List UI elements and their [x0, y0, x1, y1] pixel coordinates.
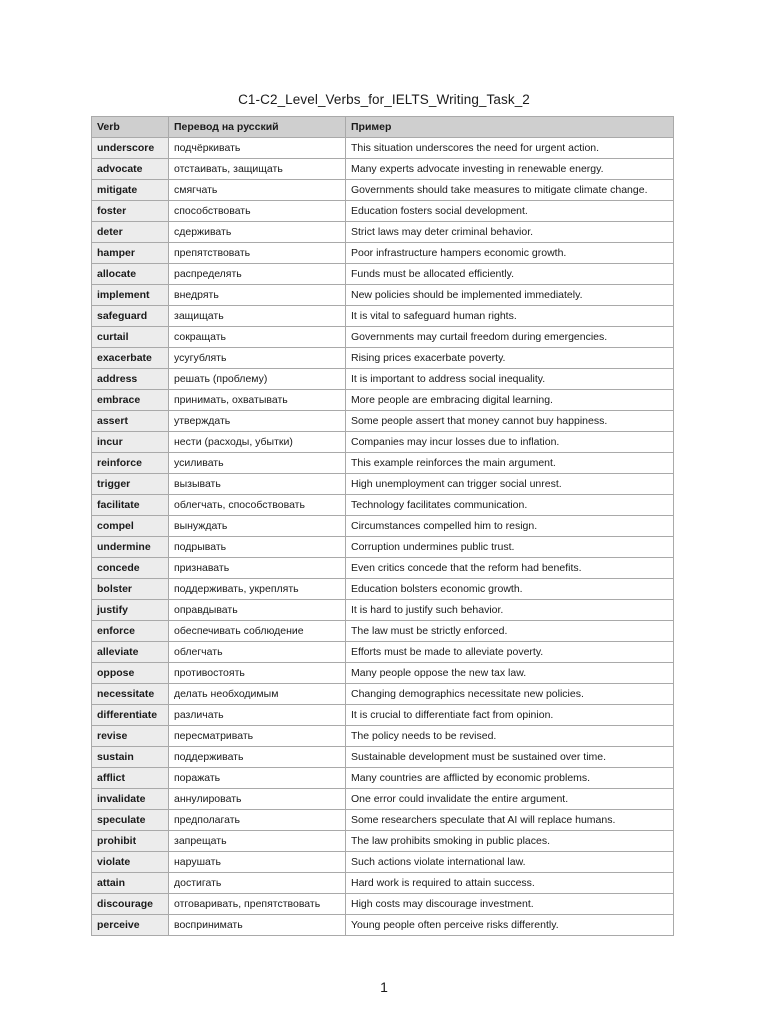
translation-cell: различать: [169, 705, 346, 726]
table-row: [92, 705, 674, 726]
translation-cell: усугублять: [169, 348, 346, 369]
translation-cell: нести (расходы, убытки): [169, 432, 346, 453]
verb-cell: safeguard: [92, 306, 169, 327]
verb-cell: necessitate: [92, 684, 169, 705]
table-row: [92, 243, 674, 264]
example-cell: Such actions violate international law.: [346, 852, 674, 873]
example-cell: Poor infrastructure hampers economic growth.: [346, 243, 674, 264]
verb-cell: exacerbate: [92, 348, 169, 369]
example-cell: Rising prices exacerbate poverty.: [346, 348, 674, 369]
translation-cell: смягчать: [169, 180, 346, 201]
example-cell: Some researchers speculate that AI will replace humans.: [346, 810, 674, 831]
translation-cell: нарушать: [169, 852, 346, 873]
table-header-row: [92, 117, 674, 138]
example-cell: Hard work is required to attain success.: [346, 873, 674, 894]
translation-cell: принимать, охватывать: [169, 390, 346, 411]
verb-cell: concede: [92, 558, 169, 579]
table-row: [92, 516, 674, 537]
translation-cell: поддерживать: [169, 747, 346, 768]
example-cell: Some people assert that money cannot buy happiness.: [346, 411, 674, 432]
table-row: [92, 453, 674, 474]
translation-cell: препятствовать: [169, 243, 346, 264]
verb-cell: enforce: [92, 621, 169, 642]
translation-cell: защищать: [169, 306, 346, 327]
example-cell: The policy needs to be revised.: [346, 726, 674, 747]
table-row: [92, 642, 674, 663]
example-cell: Even critics concede that the reform had benefits.: [346, 558, 674, 579]
example-cell: Many countries are afflicted by economic problems.: [346, 768, 674, 789]
translation-cell: поддерживать, укреплять: [169, 579, 346, 600]
example-cell: Many people oppose the new tax law.: [346, 663, 674, 684]
verb-cell: allocate: [92, 264, 169, 285]
example-cell: One error could invalidate the entire argument.: [346, 789, 674, 810]
example-cell: New policies should be implemented immediately.: [346, 285, 674, 306]
translation-cell: противостоять: [169, 663, 346, 684]
example-cell: Education fosters social development.: [346, 201, 674, 222]
table-row: [92, 369, 674, 390]
example-cell: The law prohibits smoking in public places.: [346, 831, 674, 852]
table-row: [92, 495, 674, 516]
verb-cell: reinforce: [92, 453, 169, 474]
table-body: [92, 138, 674, 936]
table-row: [92, 852, 674, 873]
verb-cell: invalidate: [92, 789, 169, 810]
example-cell: Strict laws may deter criminal behavior.: [346, 222, 674, 243]
translation-cell: аннулировать: [169, 789, 346, 810]
example-cell: Changing demographics necessitate new policies.: [346, 684, 674, 705]
verb-cell: embrace: [92, 390, 169, 411]
translation-cell: облегчать, способствовать: [169, 495, 346, 516]
table-row: [92, 201, 674, 222]
verb-cell: oppose: [92, 663, 169, 684]
verb-cell: attain: [92, 873, 169, 894]
example-cell: More people are embracing digital learning.: [346, 390, 674, 411]
table-row: [92, 810, 674, 831]
translation-cell: оправдывать: [169, 600, 346, 621]
verbs-table: [91, 116, 674, 936]
translation-cell: вынуждать: [169, 516, 346, 537]
example-cell: Efforts must be made to alleviate poverty.: [346, 642, 674, 663]
table-row: [92, 894, 674, 915]
translation-cell: решать (проблему): [169, 369, 346, 390]
table-row: [92, 432, 674, 453]
table-row: [92, 474, 674, 495]
verb-cell: perceive: [92, 915, 169, 936]
example-cell: Technology facilitates communication.: [346, 495, 674, 516]
verb-cell: hamper: [92, 243, 169, 264]
translation-cell: способствовать: [169, 201, 346, 222]
verb-cell: violate: [92, 852, 169, 873]
table-row: [92, 390, 674, 411]
translation-cell: вызывать: [169, 474, 346, 495]
table-row: [92, 285, 674, 306]
table-row: [92, 831, 674, 852]
verb-cell: speculate: [92, 810, 169, 831]
translation-cell: делать необходимым: [169, 684, 346, 705]
verb-cell: justify: [92, 600, 169, 621]
table-row: [92, 222, 674, 243]
example-cell: High costs may discourage investment.: [346, 894, 674, 915]
translation-cell: подчёркивать: [169, 138, 346, 159]
verb-cell: underscore: [92, 138, 169, 159]
verb-cell: discourage: [92, 894, 169, 915]
translation-cell: достигать: [169, 873, 346, 894]
translation-cell: предполагать: [169, 810, 346, 831]
example-cell: Governments may curtail freedom during emergencies.: [346, 327, 674, 348]
example-cell: This example reinforces the main argument.: [346, 453, 674, 474]
translation-cell: усиливать: [169, 453, 346, 474]
table-row: [92, 663, 674, 684]
verb-cell: afflict: [92, 768, 169, 789]
verb-cell: compel: [92, 516, 169, 537]
verb-cell: trigger: [92, 474, 169, 495]
translation-cell: облегчать: [169, 642, 346, 663]
verb-cell: prohibit: [92, 831, 169, 852]
translation-cell: отстаивать, защищать: [169, 159, 346, 180]
verb-cell: revise: [92, 726, 169, 747]
table-row: [92, 789, 674, 810]
table-row: [92, 600, 674, 621]
example-cell: High unemployment can trigger social unrest.: [346, 474, 674, 495]
example-cell: Corruption undermines public trust.: [346, 537, 674, 558]
table-row: [92, 768, 674, 789]
table-row: [92, 411, 674, 432]
table-row: [92, 306, 674, 327]
example-cell: It is vital to safeguard human rights.: [346, 306, 674, 327]
verb-cell: alleviate: [92, 642, 169, 663]
translation-cell: подрывать: [169, 537, 346, 558]
table-row: [92, 264, 674, 285]
translation-cell: запрещать: [169, 831, 346, 852]
page-number: 1: [380, 979, 388, 995]
table-row: [92, 915, 674, 936]
example-cell: Circumstances compelled him to resign.: [346, 516, 674, 537]
example-cell: Funds must be allocated efficiently.: [346, 264, 674, 285]
translation-cell: поражать: [169, 768, 346, 789]
verb-cell: mitigate: [92, 180, 169, 201]
translation-cell: отговаривать, препятствовать: [169, 894, 346, 915]
verb-cell: bolster: [92, 579, 169, 600]
example-cell: Companies may incur losses due to inflation.: [346, 432, 674, 453]
example-cell: Governments should take measures to mitigate climate change.: [346, 180, 674, 201]
verb-cell: undermine: [92, 537, 169, 558]
table-row: [92, 747, 674, 768]
verb-cell: facilitate: [92, 495, 169, 516]
table-row: [92, 873, 674, 894]
example-cell: Sustainable development must be sustained over time.: [346, 747, 674, 768]
translation-cell: распределять: [169, 264, 346, 285]
translation-cell: воспринимать: [169, 915, 346, 936]
verb-cell: sustain: [92, 747, 169, 768]
table-row: [92, 159, 674, 180]
verb-cell: curtail: [92, 327, 169, 348]
example-cell: Education bolsters economic growth.: [346, 579, 674, 600]
translation-cell: пересматривать: [169, 726, 346, 747]
table-row: [92, 138, 674, 159]
table-row: [92, 684, 674, 705]
example-cell: It is crucial to differentiate fact from opinion.: [346, 705, 674, 726]
example-cell: Many experts advocate investing in renewable energy.: [346, 159, 674, 180]
table-row: [92, 537, 674, 558]
translation-cell: обеспечивать соблюдение: [169, 621, 346, 642]
example-cell: Young people often perceive risks differently.: [346, 915, 674, 936]
verb-cell: incur: [92, 432, 169, 453]
verb-cell: deter: [92, 222, 169, 243]
translation-cell: сдерживать: [169, 222, 346, 243]
translation-cell: сокращать: [169, 327, 346, 348]
example-cell: It is hard to justify such behavior.: [346, 600, 674, 621]
verb-cell: address: [92, 369, 169, 390]
example-cell: The law must be strictly enforced.: [346, 621, 674, 642]
table-row: [92, 558, 674, 579]
example-cell: This situation underscores the need for urgent action.: [346, 138, 674, 159]
verb-cell: assert: [92, 411, 169, 432]
translation-cell: внедрять: [169, 285, 346, 306]
table-row: [92, 348, 674, 369]
verb-cell: implement: [92, 285, 169, 306]
document-title: C1-C2_Level_Verbs_for_IELTS_Writing_Task_2: [238, 92, 530, 107]
verb-cell: foster: [92, 201, 169, 222]
table-row: [92, 180, 674, 201]
verb-cell: advocate: [92, 159, 169, 180]
column-header-translation: Перевод на русский: [169, 117, 346, 138]
table-row: [92, 327, 674, 348]
translation-cell: признавать: [169, 558, 346, 579]
table-row: [92, 726, 674, 747]
example-cell: It is important to address social inequality.: [346, 369, 674, 390]
translation-cell: утверждать: [169, 411, 346, 432]
column-header-verb: Verb: [92, 117, 169, 138]
table-row: [92, 621, 674, 642]
column-header-example: Пример: [346, 117, 674, 138]
table-row: [92, 579, 674, 600]
verb-cell: differentiate: [92, 705, 169, 726]
